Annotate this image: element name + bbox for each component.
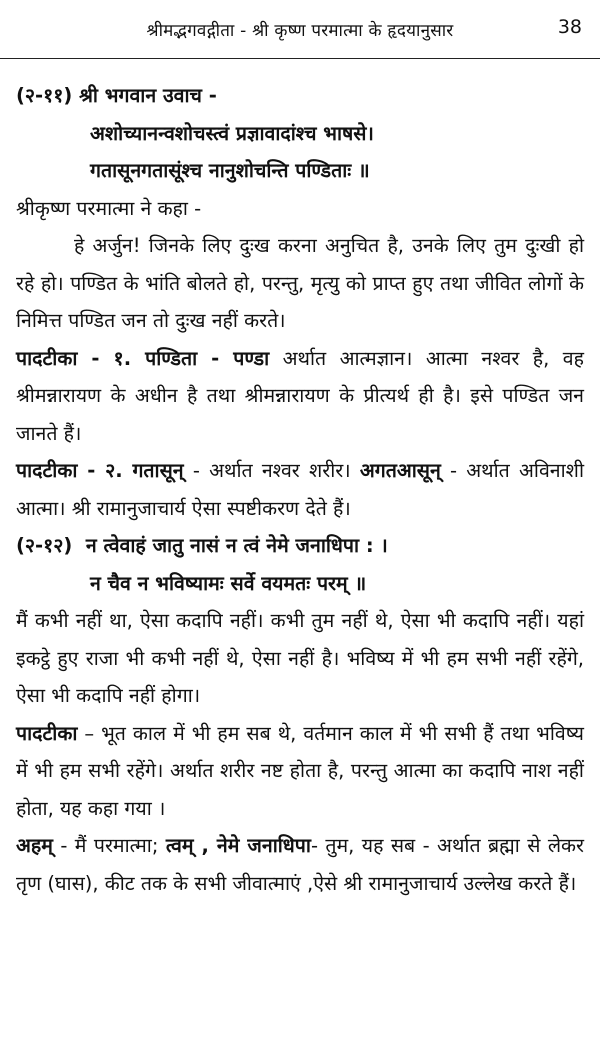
sloka-2-12-line-1: न त्वेवाहं जातु नासं न त्वं नेमे जनाधिपा : । bbox=[85, 534, 388, 557]
footnote-3-text: – भूत काल में भी हम सब थे, वर्तमान काल में भी सभी हैं तथा भविष्य में भी हम सभी रहेंगे। अर्थात शरीर नष्ट होता है, परन्तु आत्मा का कदापि नाश नहीं होता, यह कहा गया । bbox=[16, 721, 584, 820]
running-title: श्रीमद्भगवद्गीता - श्री कृष्ण परमात्मा के हृदयानुसार bbox=[146, 20, 454, 41]
page-content bbox=[16, 59, 584, 902]
footnote-2-text-a: - अर्थात नश्वर शरीर। bbox=[183, 459, 360, 482]
sloka-label-2-12: (२-१२) bbox=[16, 534, 73, 557]
sloka-line-2: गतासूनगतासूंश्च नानुशोचन्ति पण्डिताः ॥ bbox=[90, 159, 370, 182]
sloka-2-12-first bbox=[16, 527, 584, 565]
footnote-3-label: पादटीका bbox=[16, 721, 78, 745]
footnote-4-label-b: त्वम् , नेमे जनाधिपा bbox=[165, 834, 311, 857]
footnote-1 bbox=[16, 340, 584, 453]
footnote-4-text-b: - तुम, यह सब - अर्थात ब्रह्मा से लेकर तृण (घास), कीट तक के सभी जीवात्माएं ,ऐसे श्री रामानुजाचार्य उल्लेख करते हैं। bbox=[16, 834, 584, 895]
sloka-2-12-line-2: न चैव न भविष्यामः सर्वे वयमतः परम् ॥ bbox=[90, 571, 367, 595]
footnote-2-label-b: अगतआसून् bbox=[359, 459, 441, 482]
translation-2-12: मैं कभी नहीं था, ऐसा कदापि नहीं। कभी तुम नहीं थे, ऐसा भी कदापि नहीं। यहां इकट्ठे हुए राजा भी कभी नहीं थे, ऐसा नहीं है। भविष्य में भी हम सभी नहीं रहेंगे, ऐसा भी कदापि नहीं होगा। bbox=[16, 609, 584, 707]
footnote-1-label: पादटीका - १. पण्डिता - पण्डा bbox=[16, 346, 270, 370]
page-header bbox=[0, 0, 600, 59]
footnote-4 bbox=[16, 827, 584, 902]
speaker-line: श्रीकृष्ण परमात्मा ने कहा - bbox=[16, 196, 202, 220]
sloka-line-1: अशोच्यानन्वशोचस्त्वं प्रज्ञावादांश्च भाषसे। bbox=[90, 121, 374, 145]
page-number: 38 bbox=[557, 16, 582, 38]
footnote-4-text-a: - मैं परमात्मा; bbox=[52, 834, 166, 857]
footnote-2 bbox=[16, 452, 584, 527]
footnote-1-text: अर्थात आत्मज्ञान। आत्मा नश्वर है, वह श्रीमन्नारायण के अधीन है तथा श्रीमन्नारायण के प्रीत्यर्थ ही है। इसे पण्डित जन जानते हैं। bbox=[16, 346, 584, 445]
sloka-label-2-11: (२-११) श्री भगवान उवाच - bbox=[16, 84, 217, 107]
translation-2-11: हे अर्जुन! जिनके लिए दुःख करना अनुचित है, उनके लिए तुम दुःखी हो रहे हो। पण्डित के भांति बोलते हो, परन्तु, मृत्यु को प्राप्त हुए तथा जीवित लोगों के निमित्त पण्डित जन तो दुःख नहीं करते। bbox=[16, 234, 584, 332]
footnote-2-text-b: - अर्थात अविनाशी आत्मा। श्री रामानुजाचार्य ऐसा स्पष्टीकरण देते हैं। bbox=[16, 459, 584, 520]
footnote-4-label-a: अहम् bbox=[16, 834, 53, 857]
footnote-2-label: पादटीका - २. गतासून् bbox=[16, 459, 184, 482]
footnote-3 bbox=[16, 715, 584, 828]
